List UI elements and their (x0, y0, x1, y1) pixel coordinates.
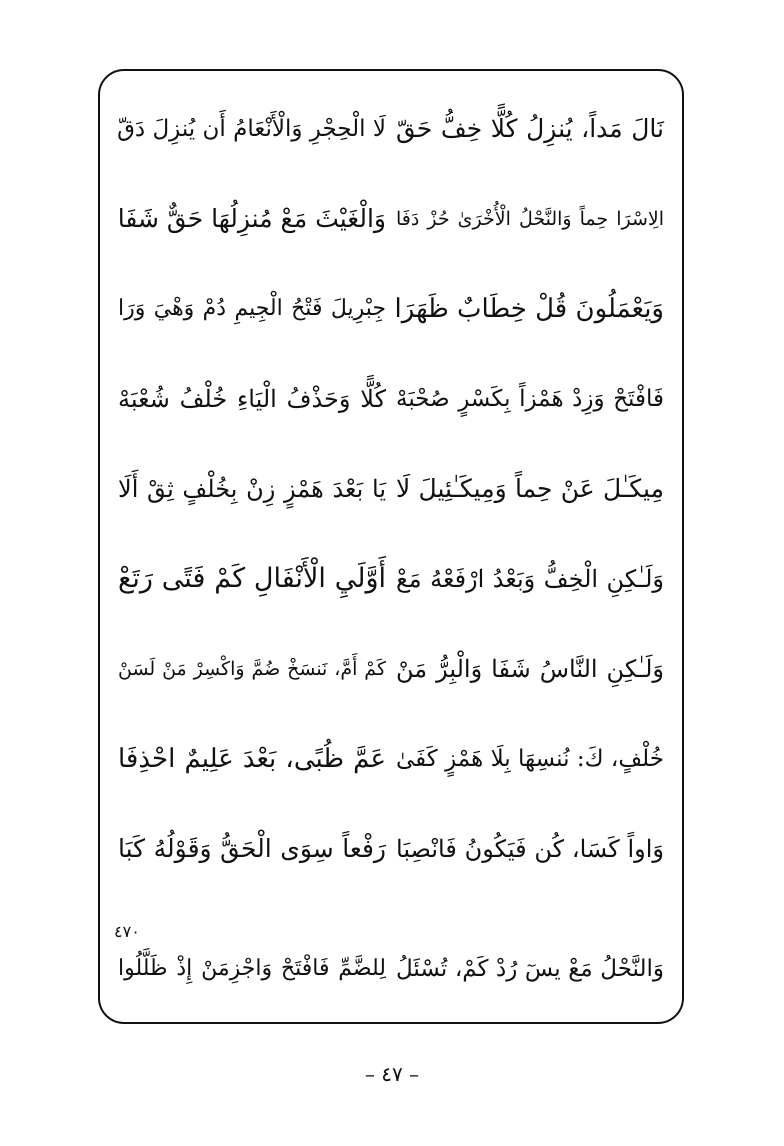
verse-first-hemistich: وَلَـٰكِنِ الْخِفُّ وَبَعْدُ ارْفَعْهُ مَعْ (396, 565, 664, 593)
verse-first-hemistich: فَافْتَحْ وَزِدْ هَمْزاً بِكَسْرٍ صُحْبَهْ (396, 386, 664, 412)
verse-first-hemistich: وَالنَّحْلُ مَعْ يسٓ رُدْ كَمْ، تُسْئَلُ (396, 956, 664, 982)
verse-second-hemistich: أَوَّلَيِ الْأَنْفَالِ كَمْ فَتًى رَتَعْ (118, 563, 386, 594)
verse-line (100, 639, 682, 699)
verse-second-hemistich: لِلضَّمِّ فَافْتَحْ وَاجْزِمَنْ إِذْ ظَلَّلُوا (118, 956, 386, 981)
verse-first-hemistich: نَالَ مَداً، يُنزِلُ كُلًّا خِفُّ حَقّ (396, 114, 664, 143)
verse-first-hemistich: الِاسْرَا حِماً وَالنَّحْلُ الْأُخْرَىٰ حُزْ دَفَا (396, 208, 664, 230)
verse-first-hemistich: مِيكَـٰلَ عَنْ حِماً وَمِيكَـٰئِيلَ لَا (396, 474, 664, 503)
verse-second-hemistich: رَفْعاً سِوَى الْحَقُّ وَقَوْلُهُ كَبَا (118, 834, 386, 863)
verse-second-hemistich: وَالْغَيْثَ مَعْ مُنزِلُهَا حَقٌّ شَفَا (117, 204, 386, 233)
verse-second-hemistich: كُلًّا وَحَذْفُ الْيَاءِ خُلْفُ شُعْبَهْ (118, 385, 386, 413)
verse-line (100, 459, 682, 519)
verse-number: ٤٧٠ (114, 922, 140, 941)
verse-second-hemistich: جِبْرِيلَ فَتْحُ الْجِيمِ دُمْ وَهْيَ وَرَا (118, 296, 386, 321)
verse-second-hemistich: لَا الْحِجْرِ وَالْأَنْعَامُ أَن يُنزِلَ دَقّ (117, 116, 386, 142)
verse-second-hemistich: عَمَّ ظُبًى، بَعْدَ عَلِيمٌ احْذِفَا (118, 744, 386, 774)
verse-second-hemistich: يَا بَعْدَ هَمْزٍ زِنْ بِخُلْفٍ ثِقْ أَلَا (118, 475, 386, 503)
verse-line (100, 819, 682, 879)
page-number: – ٤٧ – (364, 1062, 420, 1086)
verse-line (100, 369, 682, 429)
verse-line (100, 729, 682, 789)
verse-line (100, 939, 682, 999)
verse-first-hemistich: وَلَـٰكِنِ النَّاسُ شَفَا وَالْبِرُّ مَنْ (396, 655, 664, 683)
verse-line (100, 189, 682, 249)
verse-first-hemistich: وَيَعْمَلُونَ قُلْ خِطَابٌ ظَهَرَا (394, 294, 664, 324)
verse-line (100, 99, 682, 159)
verse-frame (98, 69, 684, 1024)
verse-first-hemistich: وَاواً كَسَا، كُن فَيَكُونُ فَانْصِبَا (396, 835, 664, 863)
verse-first-hemistich: خُلْفٍ، كَ: نُنسِهَا بِلَا هَمْزٍ كَفَىٰ (396, 746, 664, 772)
verse-second-hemistich: كَمْ أَمَّ، نَنسَخْ ضُمَّ وَاكْسِرْ مَنْ لَسَنْ (118, 658, 386, 680)
verse-line (100, 279, 682, 339)
verse-line (100, 549, 682, 609)
